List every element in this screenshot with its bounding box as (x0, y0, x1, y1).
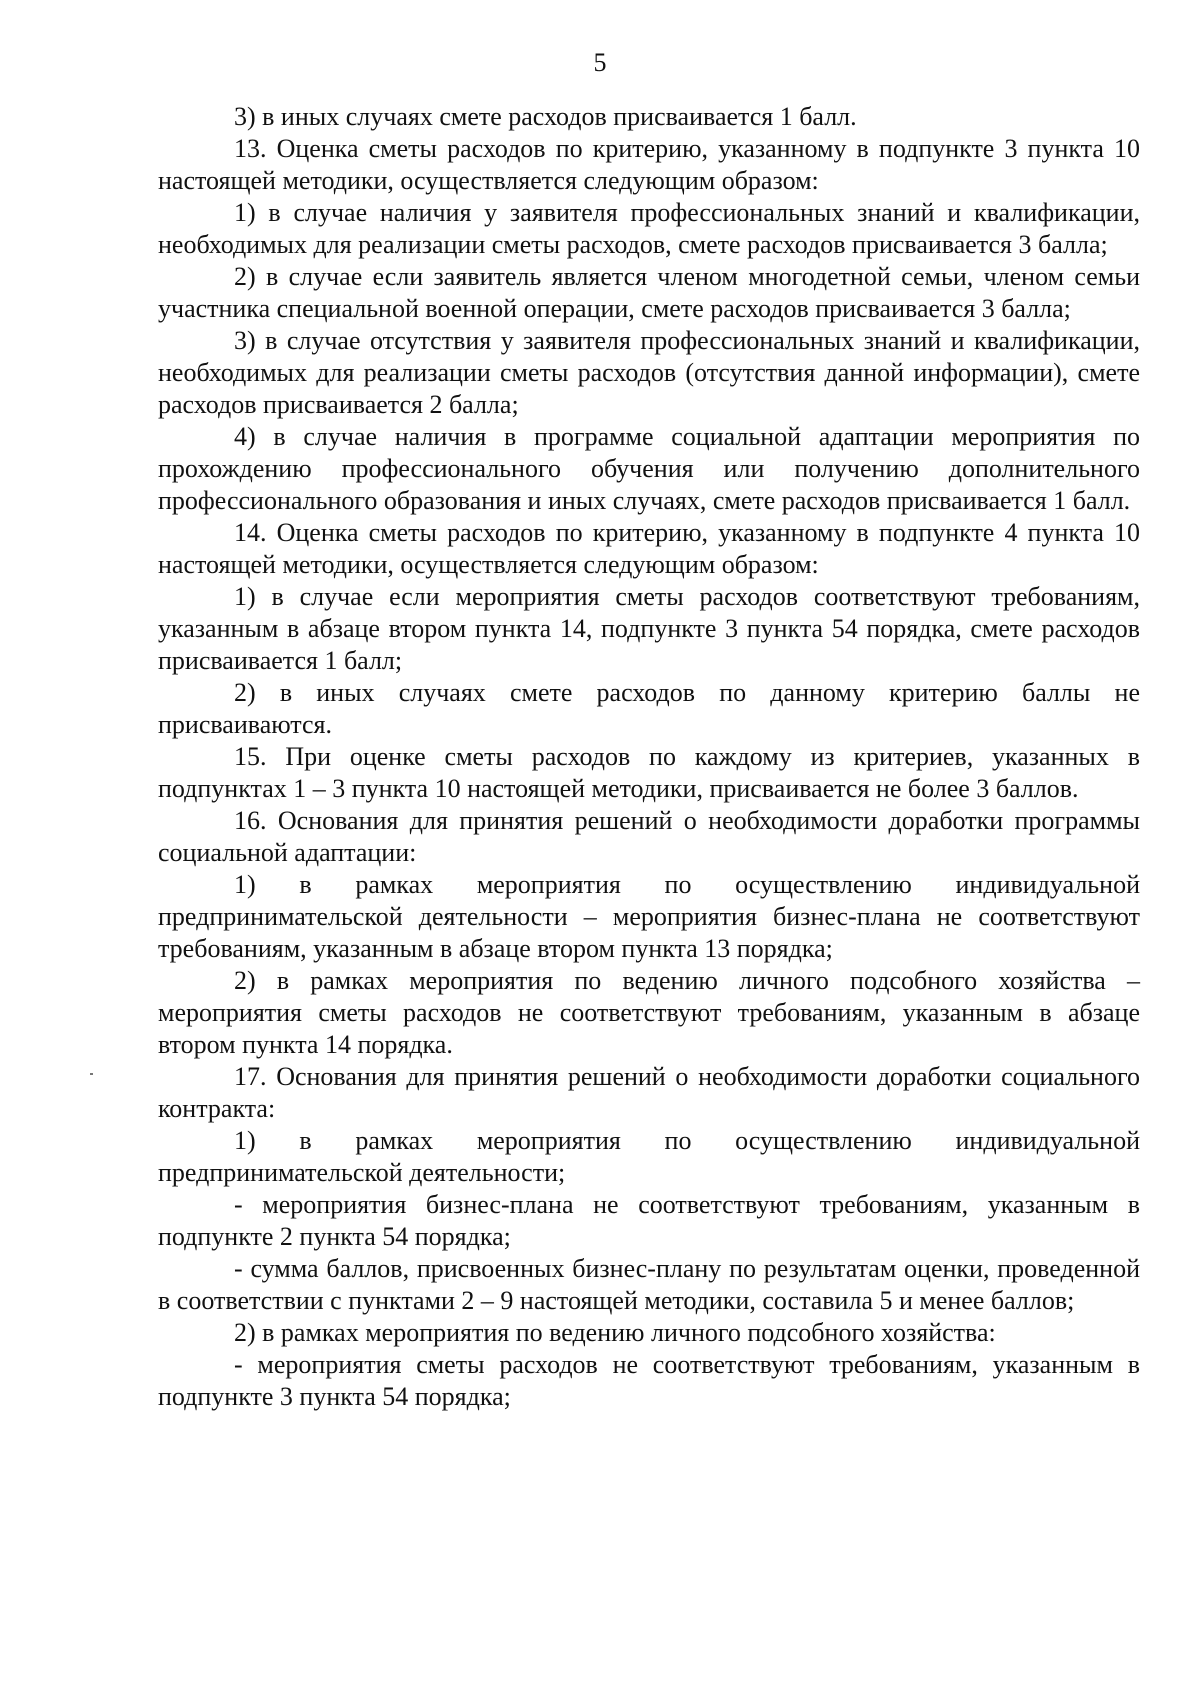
paragraph-13-item-4: 4) в случае наличия в программе социальной адаптации мероприятия по прохождению профессионального обучения или получению дополнительного профессионального образования и иных случаях, смете расходов присваивается 1 балл. (158, 422, 1140, 515)
paragraph-15: 15. При оценке сметы расходов по каждому из критериев, указанных в подпунктах 1 – 3 пункта 10 настоящей методики, присваивается не более 3 баллов. (158, 742, 1140, 803)
paragraph-13-heading: 13. Оценка сметы расходов по критерию, указанному в подпункте 3 пункта 10 настоящей методики, осуществляется следующим образом: (158, 134, 1140, 195)
paragraph-17-item-1-bullet-2: - сумма баллов, присвоенных бизнес-плану по результатам оценки, проведенной в соответствии с пунктами 2 – 9 настоящей методики, составила 5 и менее баллов; (158, 1254, 1140, 1315)
document-body (158, 101, 1140, 1413)
paragraph-16-item-1: 1) в рамках мероприятия по осуществлению индивидуальной предпринимательской деятельности – мероприятия бизнес-плана не соответствуют требованиям, указанным в абзаце втором пункта 13 порядка; (158, 870, 1140, 963)
paragraph-14-heading: 14. Оценка сметы расходов по критерию, указанному в подпункте 4 пункта 10 настоящей методики, осуществляется следующим образом: (158, 518, 1140, 579)
paragraph-17-item-1: 1) в рамках мероприятия по осуществлению индивидуальной предпринимательской деятельности; (158, 1126, 1140, 1187)
paragraph-13-item-2: 2) в случае если заявитель является членом многодетной семьи, членом семьи участника специальной военной операции, смете расходов присваивается 3 балла; (158, 262, 1140, 323)
paragraph-17-heading: 17. Основания для принятия решений о необходимости доработки социального контракта: (158, 1062, 1140, 1123)
paragraph-16-heading: 16. Основания для принятия решений о необходимости доработки программы социальной адаптации: (158, 806, 1140, 867)
paragraph-17-item-2-bullet-1: - мероприятия сметы расходов не соответствуют требованиям, указанным в подпункте 3 пункта 54 порядка; (158, 1350, 1140, 1411)
paragraph-17-item-2: 2) в рамках мероприятия по ведению личного подсобного хозяйства: (234, 1318, 996, 1347)
paragraph-13-item-1: 1) в случае наличия у заявителя профессиональных знаний и квалификации, необходимых для реализации сметы расходов, смете расходов присваивается 3 балла; (158, 198, 1140, 259)
paragraph-17-item-1-bullet-1: - мероприятия бизнес-плана не соответствуют требованиям, указанным в подпункте 2 пункта 54 порядка; (158, 1190, 1140, 1251)
page-number: 5 (593, 48, 607, 77)
paragraph-14-item-1: 1) в случае если мероприятия сметы расходов соответствуют требованиям, указанным в абзаце втором пункта 14, подпункте 3 пункта 54 порядка, смете расходов присваивается 1 балл; (158, 582, 1140, 675)
scan-speck (90, 1073, 93, 1075)
paragraph-item-3-other-cases: 3) в иных случаях смете расходов присваивается 1 балл. (234, 102, 857, 131)
paragraph-14-item-2: 2) в иных случаях смете расходов по данному критерию баллы не присваиваются. (158, 678, 1140, 739)
paragraph-13-item-3: 3) в случае отсутствия у заявителя профессиональных знаний и квалификации, необходимых для реализации сметы расходов (отсутствия данной информации), смете расходов присваивается 2 балла; (158, 326, 1140, 419)
paragraph-16-item-2: 2) в рамках мероприятия по ведению личного подсобного хозяйства – мероприятия сметы расходов не соответствуют требованиям, указанным в абзаце втором пункта 14 порядка. (158, 966, 1140, 1059)
